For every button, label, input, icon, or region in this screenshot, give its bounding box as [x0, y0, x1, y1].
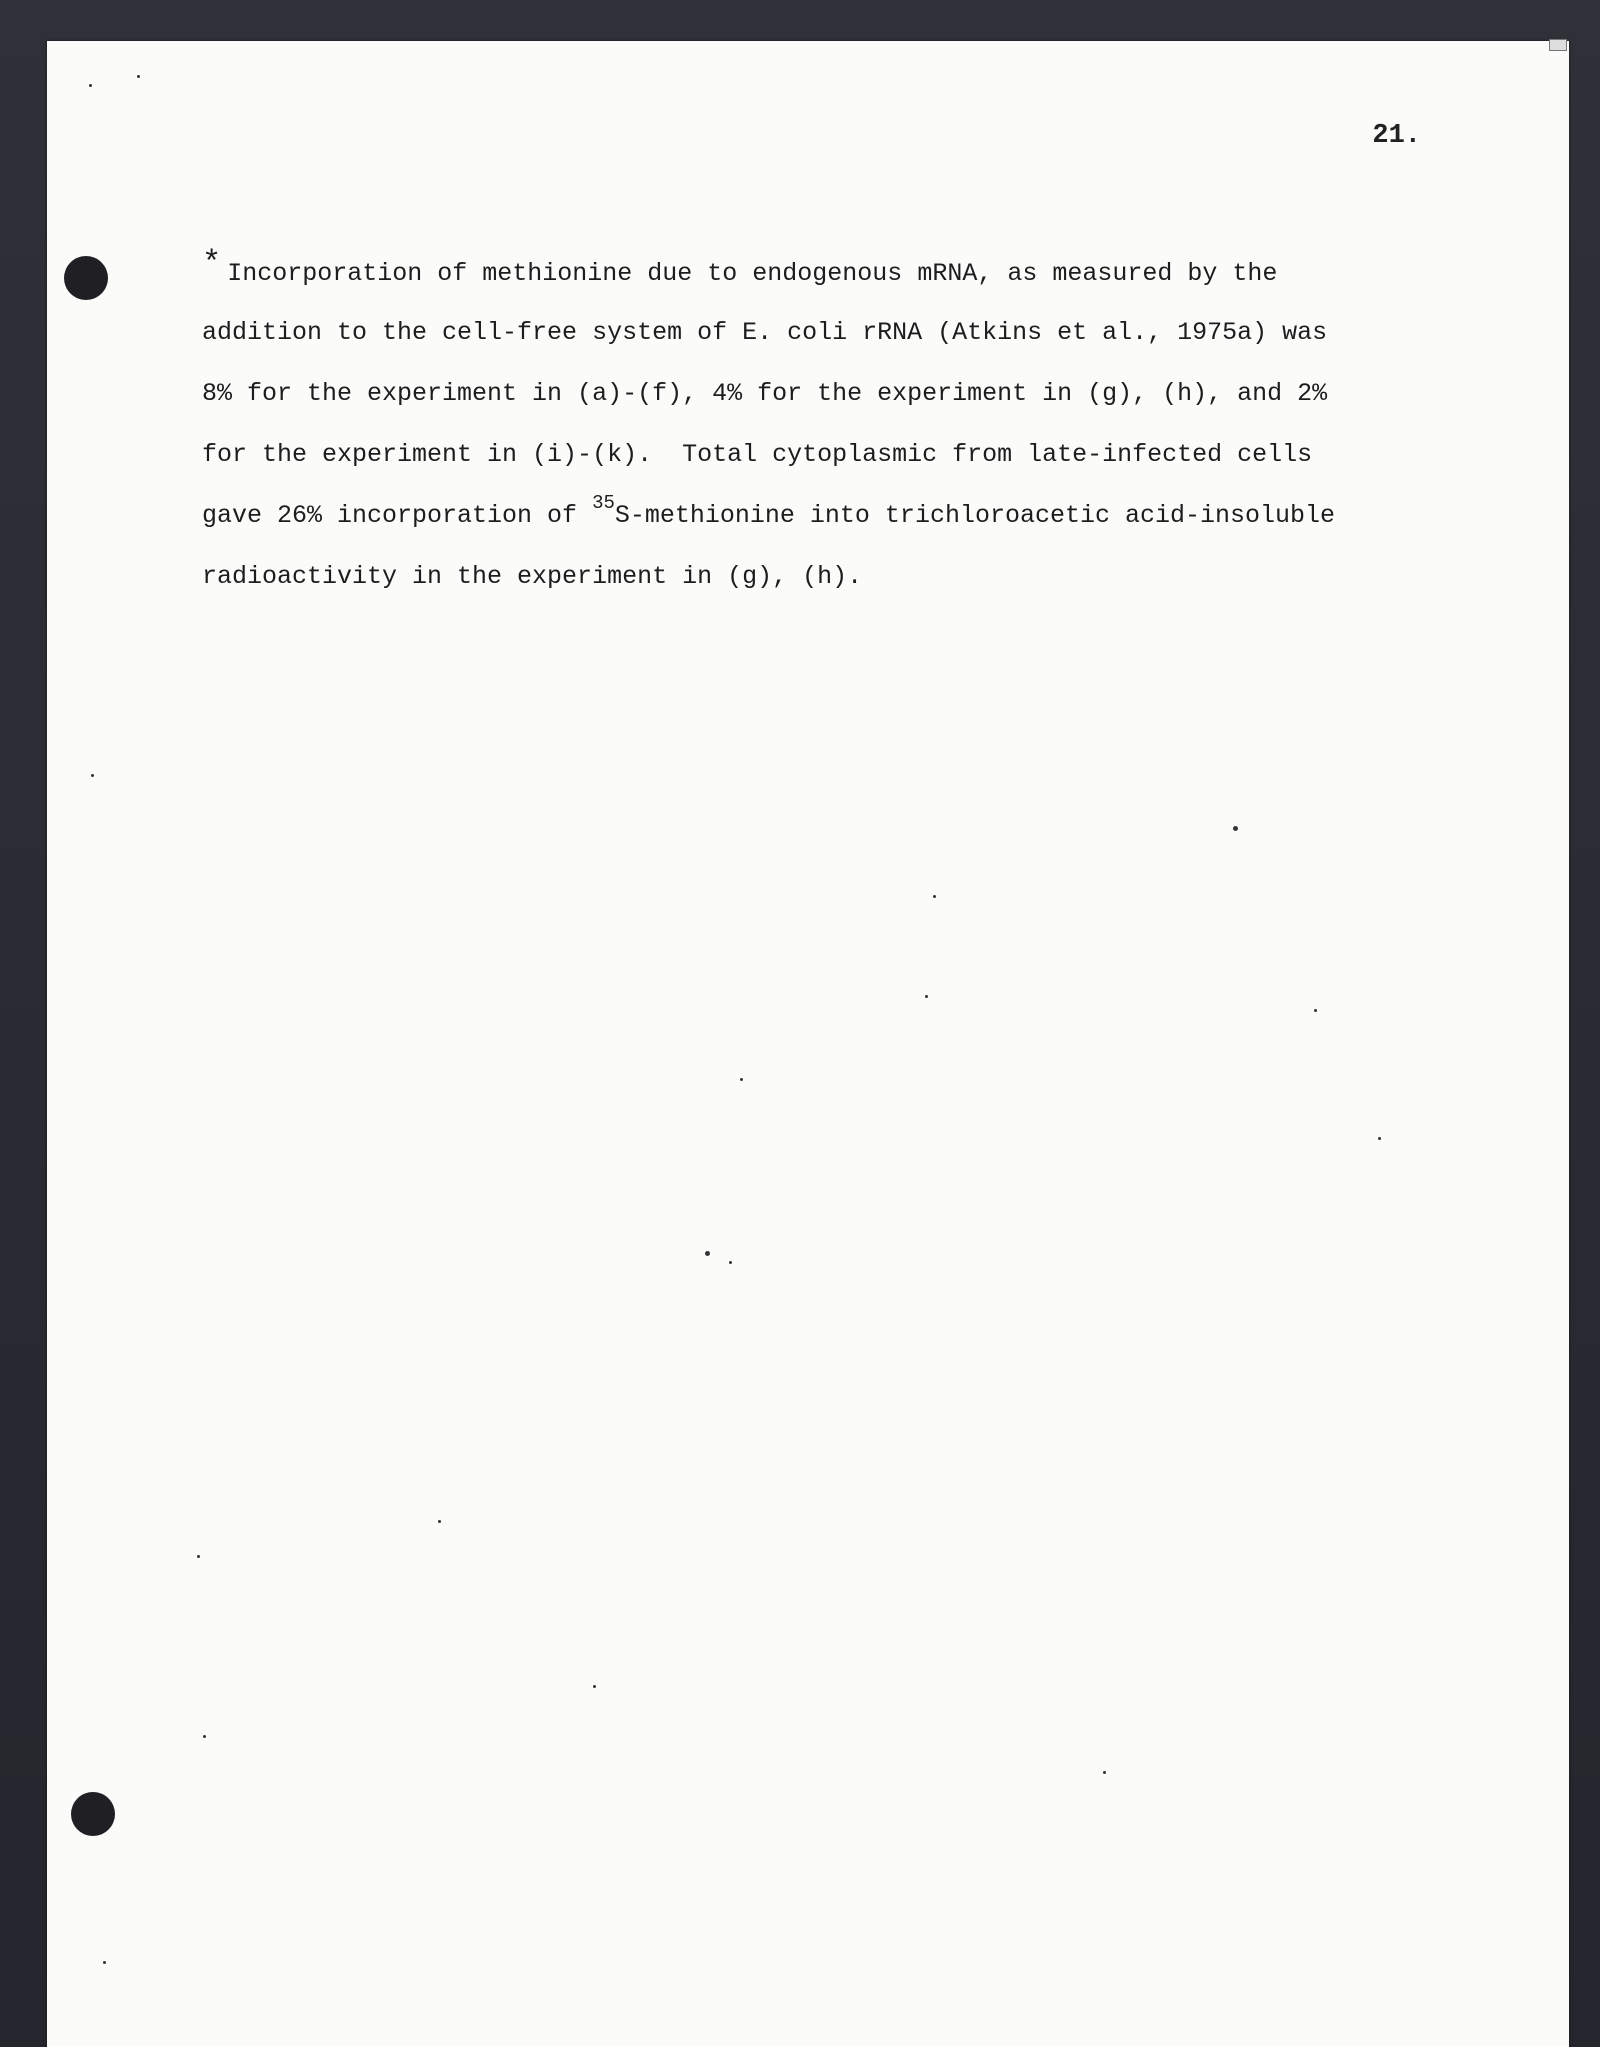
- punch-hole-bottom: [71, 1792, 115, 1836]
- scan-corner-mark: [1549, 39, 1567, 51]
- footnote-line-2: addition to the cell-free system of E. coli rRNA (Atkins et al., 1975a) was: [202, 318, 1328, 347]
- footnote-paragraph: [202, 241, 1402, 607]
- scan-speck: [1103, 1771, 1106, 1774]
- footnote-line-5: [202, 485, 1402, 546]
- scan-speck: [438, 1520, 441, 1523]
- document-page: [47, 41, 1569, 2047]
- scan-speck: [203, 1735, 206, 1738]
- footnote-line-6: radioactivity in the experiment in (g), (h).: [202, 562, 863, 591]
- scan-speck: [197, 1555, 200, 1558]
- scan-speck: [933, 895, 936, 898]
- scan-speck: [729, 1261, 732, 1264]
- scan-speck: [89, 84, 92, 87]
- scan-speck: [91, 774, 94, 777]
- footnote-line-5-end: S-methionine into trichloroacetic acid-insoluble: [614, 501, 1336, 530]
- scan-speck: [705, 1251, 710, 1256]
- punch-hole-top: [64, 256, 108, 300]
- footnote-line-1-text: Incorporation of methionine due to endogenous mRNA, as measured by the: [227, 259, 1278, 288]
- footnote-line-3: 8% for the experiment in (a)-(f), 4% for the experiment in (g), (h), and 2%: [202, 379, 1328, 408]
- footnote-line-5-start: gave 26% incorporation of: [202, 501, 593, 530]
- scan-speck: [1378, 1137, 1381, 1140]
- isotope-superscript: 35: [592, 492, 615, 514]
- footnote-marker: *: [202, 245, 222, 282]
- scan-speck: [1314, 1009, 1317, 1012]
- scan-speck: [137, 75, 140, 78]
- scan-speck: [593, 1685, 596, 1688]
- footnote-line-1: [202, 241, 1402, 302]
- page-number: 21.: [1372, 121, 1421, 151]
- footnote-line-4: for the experiment in (i)-(k). Total cytoplasmic from late-infected cells: [202, 440, 1313, 469]
- scan-speck: [1233, 826, 1238, 831]
- scan-speck: [103, 1961, 106, 1964]
- scan-speck: [740, 1078, 743, 1081]
- scan-speck: [925, 995, 928, 998]
